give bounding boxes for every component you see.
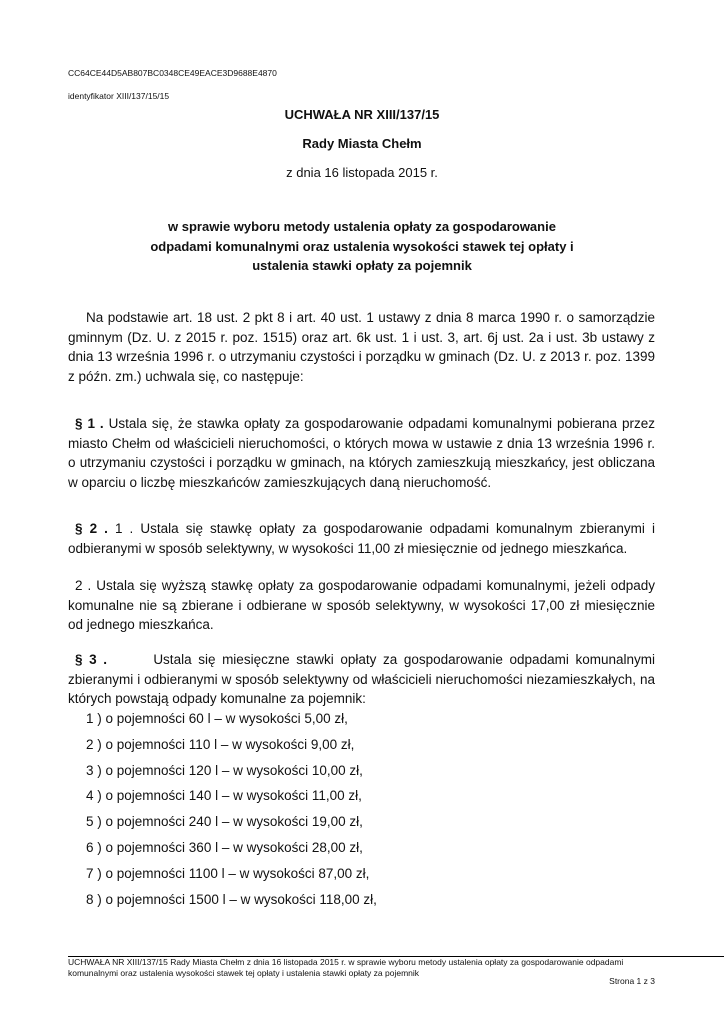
section-2-paragraph-1: 1 . Ustala się stawkę opłaty za gospodarowanie odpadami komunalnym zbieranymi i odbieranymi w sposób selektywny, w wysokości 11,00 zł miesięcznie od jednego mieszkańca. (68, 521, 655, 556)
section-2-label: § 2 . (75, 521, 108, 536)
footer-text: UCHWAŁA NR XIII/137/15 Rady Miasta Chełm z dnia 16 listopada 2015 r. w sprawie wyboru metody ustalenia opłaty za gospodarowanie odpadami komunalnymi oraz ustalenia wysokości stawek tej opłaty i ustalenia stawki opłaty za pojemnik (68, 957, 624, 978)
container-rates-list (86, 711, 377, 917)
document-identifier: identyfikator XIII/137/15/15 (68, 91, 170, 101)
list-item: 6 ) o pojemności 360 l – w wysokości 28,00 zł, (86, 839, 363, 855)
list-item: 8 ) o pojemności 1500 l – w wysokości 118,00 zł, (86, 891, 377, 907)
section-3 (68, 650, 655, 709)
list-item: 1 ) o pojemności 60 l – w wysokości 5,00 zł, (86, 711, 348, 726)
section-2-paragraph-2: 2 . Ustala się wyższą stawkę opłaty za gospodarowanie odpadami komunalnymi, jeżeli odpady komunalne nie są zbierane i odbierane w sposób selektywny, w wysokości 17,00 zł miesięcznie od jednego mieszkańca. (68, 578, 655, 633)
list-item: 2 ) o pojemności 110 l – w wysokości 9,00 zł, (86, 736, 355, 752)
section-1-label: § 1 . (75, 416, 104, 431)
list-item: 3 ) o pojemności 120 l – w wysokości 10,00 zł, (86, 762, 363, 778)
council-name: Rady Miasta Chełm (302, 136, 422, 151)
document-hash: CC64CE44D5AB807BC0348CE49EACE3D9688E4870 (68, 68, 277, 78)
resolution-subject (0, 217, 724, 276)
subject-text: w sprawie wyboru metody ustalenia opłaty za gospodarowanie odpadami komunalnymi oraz ustalenia wysokości stawek tej opłaty i ustalenia stawki opłaty za pojemnik (150, 219, 574, 273)
list-item: 4 ) o pojemności 140 l – w wysokości 11,00 zł, (86, 788, 362, 804)
resolution-title: UCHWAŁA NR XIII/137/15 (284, 107, 440, 122)
section-3-text: Ustala się miesięczne stawki opłaty za gospodarowanie odpadami komunalnymi zbieranymi i odbieranymi w sposób selektywny od właścicieli nieruchomości niezamieszkałych, na których powstają odpady komunalne za pojemnik: (68, 652, 655, 707)
list-item: 5 ) o pojemności 240 l – w wysokości 19,00 zł, (86, 814, 363, 830)
section-1 (68, 414, 655, 492)
page-number: Strona 1 z 3 (609, 976, 655, 986)
section-3-label: § 3 . (75, 652, 107, 667)
preamble: Na podstawie art. 18 ust. 2 pkt 8 i art. 40 ust. 1 ustawy z dnia 8 marca 1990 r. o samorządzie gminnym (Dz. U. z 2015 r. poz. 1515) oraz art. 6k ust. 1 i ust. 3, art. 6j ust. 2a i ust. 3b ustawy z dnia 13 września 1996 r. o utrzymaniu czystości i porządku w gminach (Dz. U. z 2013 r. poz. 1399 z późn. zm.) uchwala się, co następuje: (68, 310, 655, 384)
section-1-text: Ustala się, że stawka opłaty za gospodarowanie odpadami komunalnymi pobierana przez miasto Chełm od właścicieli nieruchomości, o których mowa w ustawie z dnia 13 września 1996 r. o utrzymaniu czystości i porządku w gminach, na których zamieszkują mieszkańcy, jest obliczana w oparciu o liczbę mieszkańców zamieszkujących daną nieruchomość. (68, 416, 655, 490)
resolution-date: z dnia 16 listopada 2015 r. (286, 165, 438, 180)
list-item: 7 ) o pojemności 1100 l – w wysokości 87,00 zł, (86, 865, 370, 881)
section-2 (68, 519, 655, 558)
